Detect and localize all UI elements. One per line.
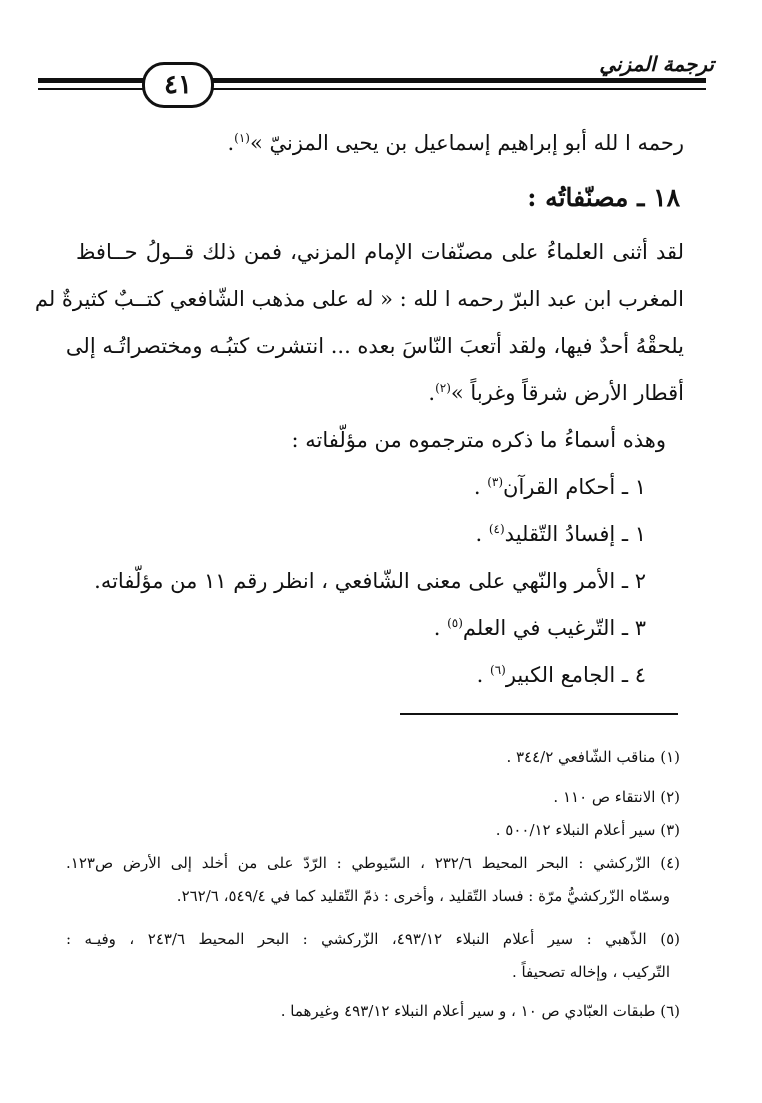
footnote-ref-6: (٦) — [490, 663, 506, 677]
footnote-6: (٦) طبقات العبّادي ص ١٠ ، و سير أعلام النبلاء ٤٩٣/١٢ وغيرهما . — [280, 1002, 680, 1020]
header-rule-thin — [38, 88, 706, 90]
list-intro: وهذه أسماءُ ما ذكره مترجموه من مؤلّفاته : — [291, 428, 666, 452]
footnote-3: (٣) سير أعلام النبلاء ٥٠٠/١٢ . — [495, 821, 680, 839]
paragraph-line-4 — [76, 378, 684, 408]
list-item-end: . — [476, 663, 490, 687]
body-line-1 — [76, 128, 684, 158]
list-item-end: . — [433, 616, 448, 640]
list-item — [76, 519, 646, 549]
footnote-2: (٢) الانتقاء ص ١١٠ . — [553, 788, 680, 806]
list-item — [76, 566, 646, 596]
footnote-1: (١) مناقب الشّافعي ٣٤٤/٢ . — [506, 748, 680, 766]
list-item-text: ٢ ـ الأمر والنّهي على معنى الشّافعي ، انظر رقم ١١ من مؤلّفاته. — [94, 569, 646, 593]
section-heading: ١٨ ـ مصنّفاتُه : — [527, 183, 680, 212]
paragraph-line-1: لقد أثنى العلماءُ على مصنّفات الإمام المزني، فمن ذلك قــولُ حــافظ — [76, 240, 684, 264]
list-item-end: . — [475, 522, 489, 546]
footnote-5-continuation: التّركيب ، وإخاله تصحيفاً . — [511, 963, 670, 981]
body-line-1-end: . — [227, 131, 235, 155]
list-item — [76, 660, 646, 690]
footnote-5: (٥) الذّهبي : سير أعلام النبلاء ٤٩٣/١٢، الزّركشي : البحر المحيط ٢٤٣/٦ ، وفيـه : — [66, 930, 680, 948]
list-item-text: ١ ـ أحكام القرآن — [503, 475, 646, 499]
footnote-ref-4: (٤) — [488, 522, 505, 536]
page-number: ٤١ — [142, 62, 214, 108]
footnote-ref-3: (٣) — [487, 475, 504, 489]
footnote-4-continuation: وسمّاه الزّركشيُّ مرّة : فساد التّقليد ، وأخرى : ذمّ التّقليد كما في ٥٤٩/٤، ٢٦٢/٦. — [176, 887, 670, 905]
list-item-text: ٤ ـ الجامع الكبير — [505, 663, 646, 687]
footnote-4: (٤) الزّركشي : البحر المحيط ٢٣٢/٦ ، السّيوطي : الرّدّ على من أخلد إلى الأرض ص١٢٣. — [66, 854, 680, 872]
footnote-separator — [400, 713, 678, 715]
list-item-text: ١ ـ إفسادُ التّقليد — [504, 522, 646, 546]
body-line-1-text: رحمه ا لله أبو إبراهيم إسماعيل بن يحيى المزنيّ » — [249, 131, 684, 155]
list-item — [76, 472, 646, 502]
paragraph-line-4-text: أقطار الأرض شرقاً وغرباً » — [450, 381, 684, 405]
list-item-text: ٣ ـ التّرغيب في العلم — [462, 616, 646, 640]
paragraph-line-3: يلحقْهُ أحدٌ فيها، ولقد أتعبَ النّاسَ بعده ... انتشرت كتبُـه ومختصراتُـه إلى — [65, 334, 684, 358]
list-item — [76, 613, 646, 643]
footnote-ref-5: (٥) — [447, 616, 463, 630]
footnote-ref-1: (١) — [234, 131, 250, 145]
paragraph-line-2: المغرب ابن عبد البرّ رحمه ا لله : « له على مذهب الشّافعي كتــبٌ كثيرةٌ لم — [34, 287, 684, 311]
paragraph-line-4-end: . — [428, 381, 436, 405]
footnote-ref-2: (٢) — [435, 381, 451, 395]
header-rule-thick — [38, 78, 706, 83]
list-item-end: . — [473, 475, 488, 499]
running-header-title: ترجمة المزني — [599, 52, 714, 76]
